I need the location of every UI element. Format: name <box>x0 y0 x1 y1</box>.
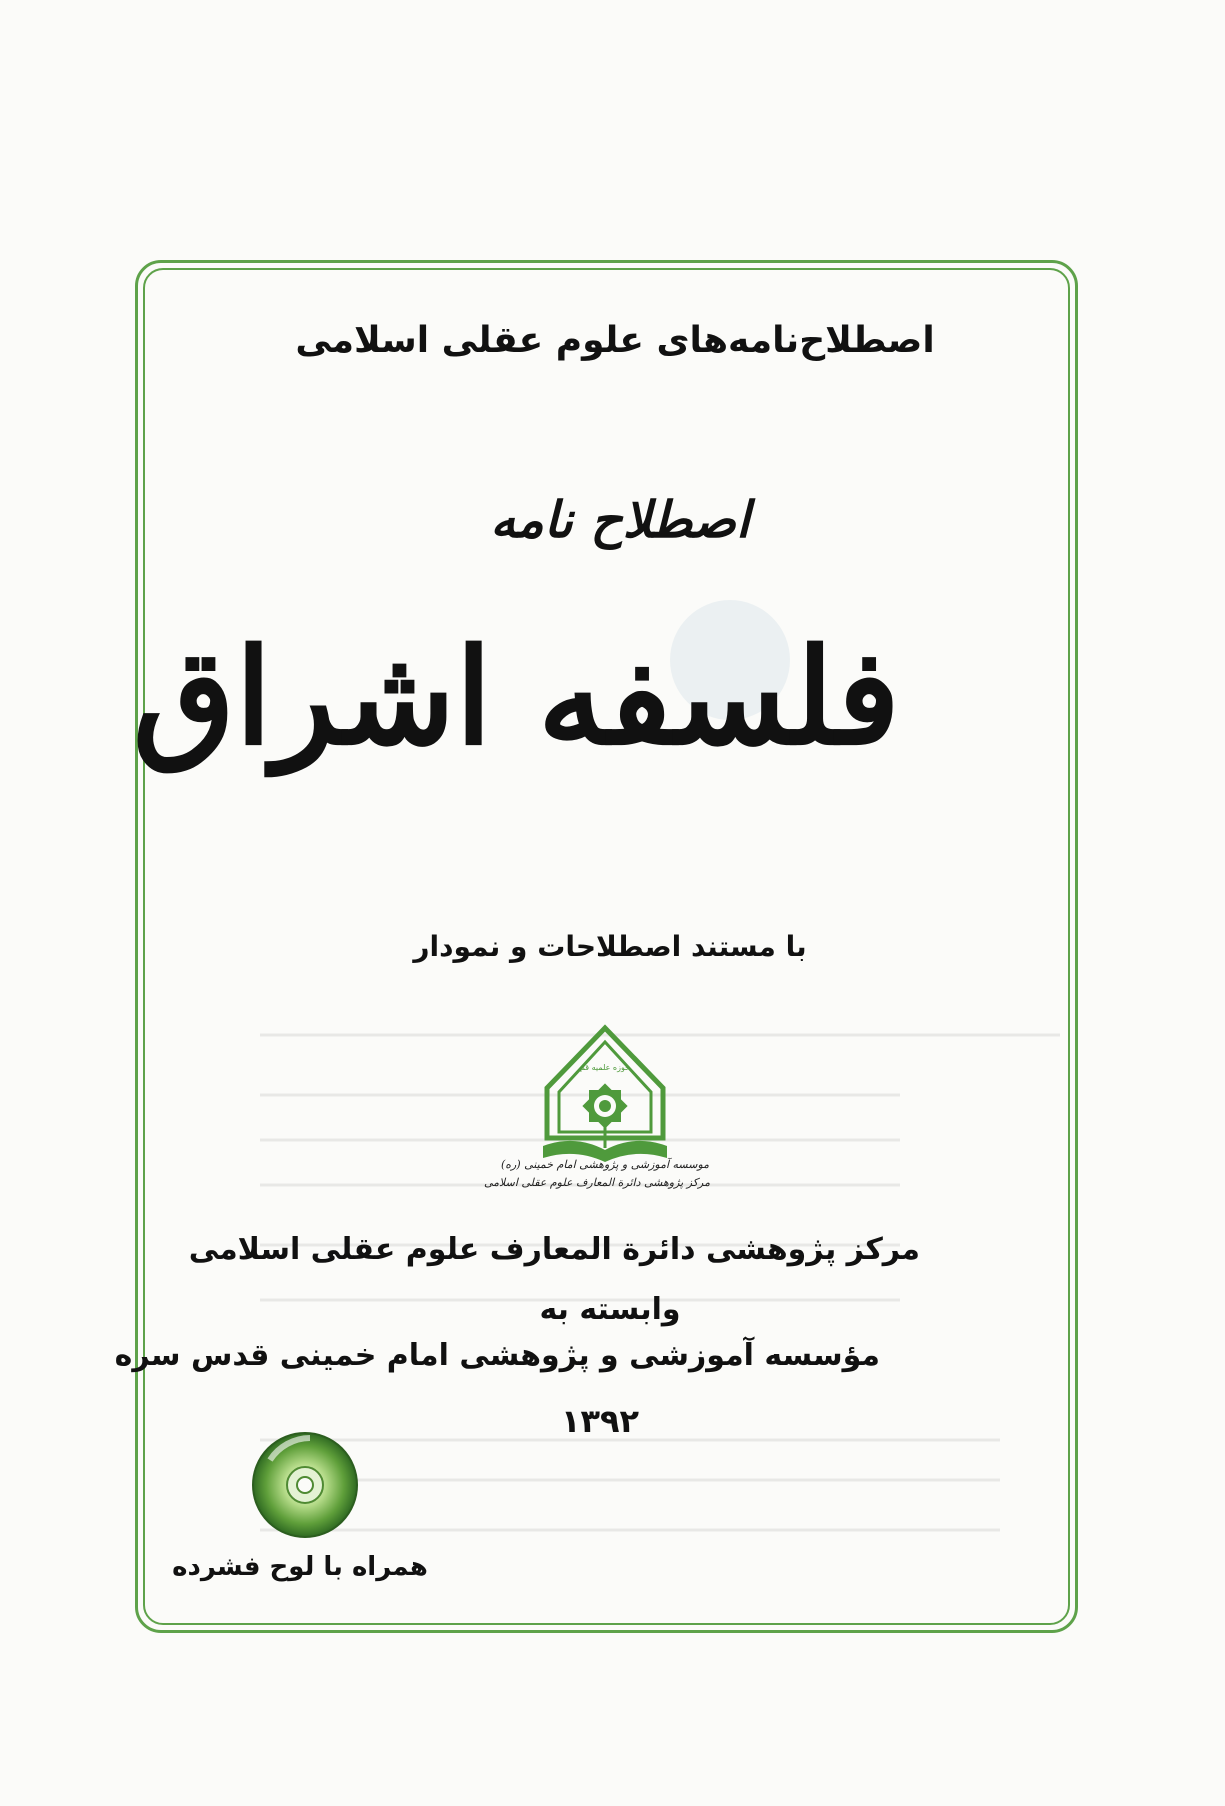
star-emblem-icon <box>582 1083 627 1128</box>
subtitle: اصطلاح نامه <box>490 490 750 549</box>
publisher-name: مرکز پژوهشی دائرة المعارف علوم عقلی اسلامی <box>188 1232 920 1267</box>
logo-caption-line2: مرکز پژوهشی دائرة المعارف علوم عقلی اسلامی <box>484 1176 710 1189</box>
publication-year: ۱۳۹۲ <box>560 1402 640 1440</box>
publisher-affiliation-label: وابسته به <box>539 1292 681 1327</box>
logo-top-text: حوزه علمیه قم <box>579 1063 631 1072</box>
cd-note: همراه با لوح فشرده <box>172 1552 428 1582</box>
parent-institute-name: مؤسسه آموزشی و پژوهشی امام خمینی قدس سره <box>114 1338 880 1373</box>
series-title: اصطلاح‌نامه‌های علوم عقلی اسلامی <box>295 320 935 361</box>
tagline: با مستند اصطلاحات و نمودار <box>413 930 807 963</box>
logo-caption-line1: موسسه آموزشی و پژوهشی امام خمینی (ره) <box>500 1158 710 1171</box>
cd-icon <box>250 1430 360 1540</box>
main-title: فلسفه اشراق <box>132 620 900 775</box>
